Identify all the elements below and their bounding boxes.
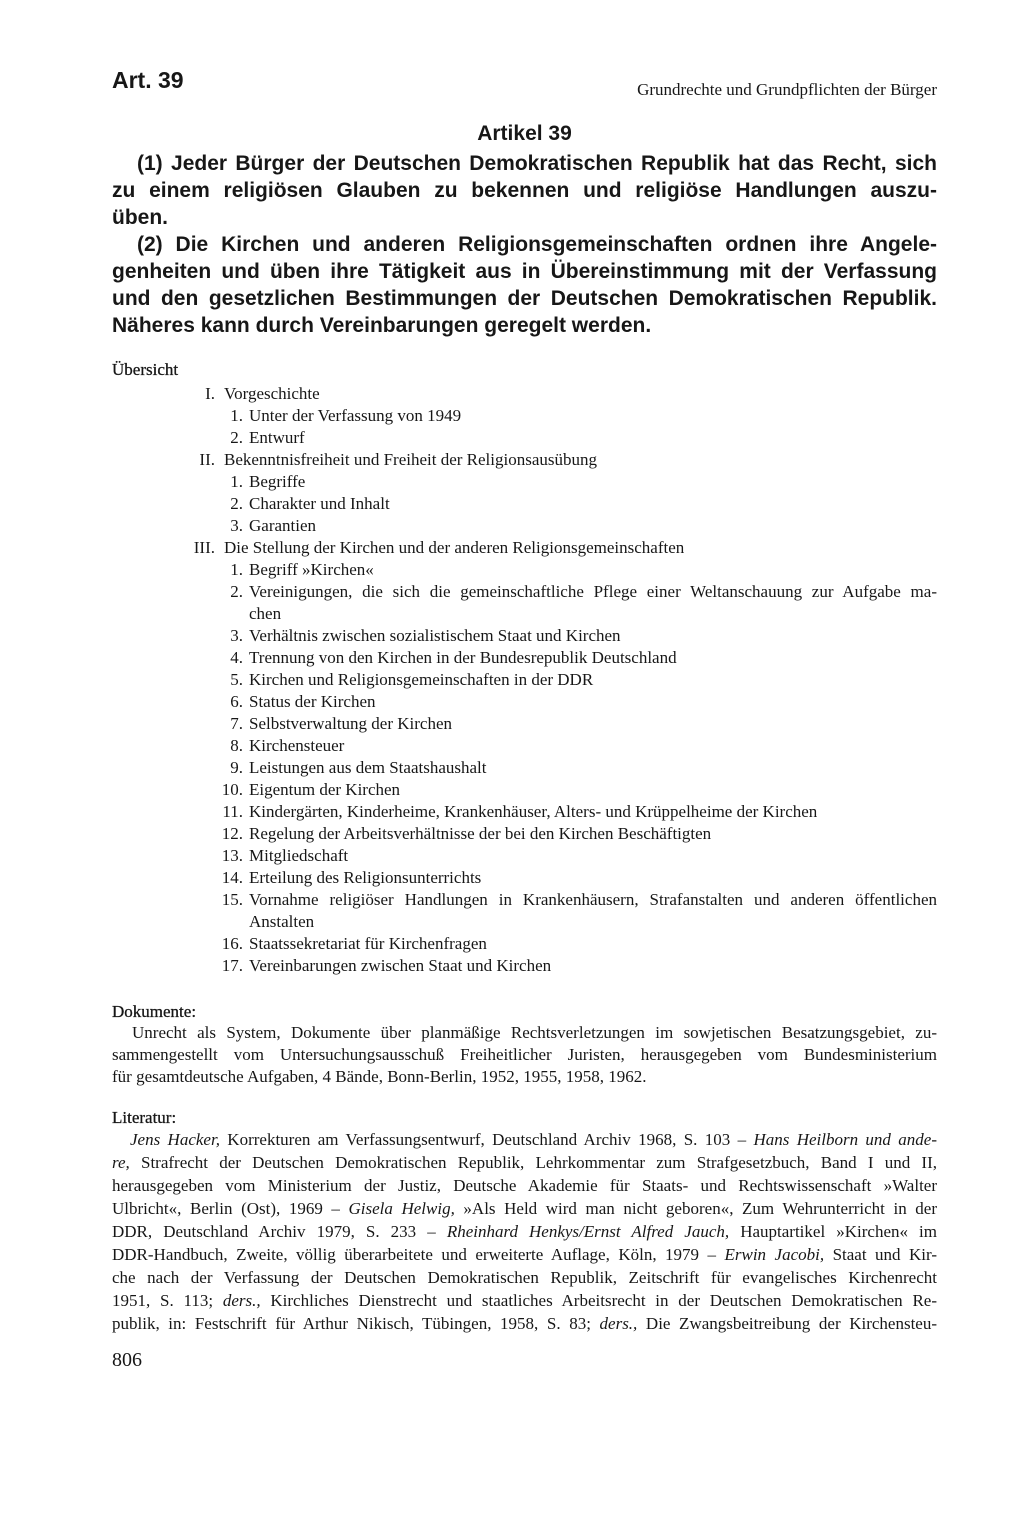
overview-item-number: 12. bbox=[221, 824, 243, 843]
literature-author: ders., bbox=[599, 1314, 638, 1333]
overview-item bbox=[112, 493, 937, 515]
article-paragraph-line: (1) Jeder Bürger der Deutschen Demokratischen Republik hat das Recht, sich bbox=[137, 152, 937, 175]
overview-item-number: 11. bbox=[222, 802, 243, 821]
overview-item-text bbox=[249, 493, 937, 515]
article-number-header: Art. 39 bbox=[112, 67, 184, 93]
overview-item-line: chen bbox=[249, 604, 282, 623]
literature-line bbox=[112, 1266, 937, 1289]
overview-item-text bbox=[249, 757, 937, 779]
overview-item bbox=[112, 801, 937, 823]
overview-item bbox=[112, 669, 937, 691]
overview-item bbox=[112, 933, 937, 955]
literature-text-segment: Korrekturen am Verfassungsentwurf, Deutschland Archiv 1968, S. 103 – bbox=[219, 1130, 754, 1149]
overview-item-number: 1. bbox=[230, 560, 243, 579]
overview-item-number: 1. bbox=[230, 406, 243, 425]
overview-item-line: Unter der Verfassung von 1949 bbox=[249, 406, 462, 425]
overview-item-text bbox=[249, 889, 937, 933]
overview-item-line: Bekenntnisfreiheit und Freiheit der Religionsausübung bbox=[224, 450, 597, 469]
overview-item bbox=[112, 735, 937, 757]
overview-item-number: 17. bbox=[221, 956, 243, 975]
literature-line bbox=[112, 1174, 937, 1197]
literature-text-segment: 1951, S. 113; bbox=[112, 1291, 223, 1310]
overview-item-text bbox=[249, 801, 937, 823]
literature-author: Rheinhard Henkys/Ernst Alfred Jauch, bbox=[446, 1222, 730, 1241]
overview-item-line: Verhältnis zwischen sozialistischem Staat und Kirchen bbox=[249, 626, 621, 645]
overview-item-line: Begriffe bbox=[249, 472, 306, 491]
overview-item bbox=[112, 625, 937, 647]
overview-item-line: Staatssekretariat für Kirchenfragen bbox=[249, 934, 487, 953]
overview-item-line: Vereinbarungen zwischen Staat und Kirchen bbox=[249, 956, 552, 975]
overview-item-number: 15. bbox=[221, 890, 243, 909]
overview-item-number: I. bbox=[205, 384, 215, 403]
overview-item-line: Garantien bbox=[249, 516, 317, 535]
overview-item bbox=[112, 779, 937, 801]
overview-item-line: Trennung von den Kirchen in der Bundesrepublik Deutschland bbox=[249, 648, 677, 667]
overview-item-line: Kirchen und Religionsgemeinschaften in der DDR bbox=[249, 670, 594, 689]
article-paragraphs bbox=[112, 150, 937, 339]
overview-item-number: 16. bbox=[221, 934, 243, 953]
overview-item bbox=[112, 581, 937, 625]
overview-item-number: 6. bbox=[230, 692, 243, 711]
overview-item bbox=[112, 515, 937, 537]
article-paragraph-line: und den gesetzlichen Bestimmungen der Deutschen Demokratischen Republik. bbox=[112, 287, 937, 310]
literature-line bbox=[112, 1312, 937, 1335]
literature-text bbox=[112, 1128, 937, 1335]
overview-item-line: Eigentum der Kirchen bbox=[249, 780, 401, 799]
literature-text-segment: Hauptartikel »Kirchen« im bbox=[729, 1222, 938, 1241]
overview-item-text bbox=[249, 691, 937, 713]
overview-item-line: Vornahme religiöser Handlungen in Krankenhäusern, Strafanstalten und anderen öffentlichen bbox=[249, 890, 937, 909]
literature-text-segment: Kirchliches Dienstrecht und staatliches Arbeitsrecht in der Deutschen Demokratischen Re- bbox=[260, 1291, 937, 1310]
overview-item-line: Kirchensteuer bbox=[249, 736, 345, 755]
overview-item-number: 3. bbox=[230, 516, 243, 535]
article-paragraph-line: üben. bbox=[112, 206, 168, 229]
article-heading: Artikel 39 bbox=[477, 122, 572, 145]
overview-item-text bbox=[249, 713, 937, 735]
overview-item bbox=[112, 405, 937, 427]
literature-text-segment: »Als Held wird man nicht geboren«, Zum Wehrunterricht in der bbox=[454, 1199, 937, 1218]
literature-author: Erwin Jacobi, bbox=[724, 1245, 825, 1264]
literature-author: re, bbox=[112, 1153, 130, 1172]
literature-line bbox=[112, 1151, 937, 1174]
overview-item bbox=[112, 889, 937, 933]
overview-item-number: 2. bbox=[230, 494, 243, 513]
overview-item-text bbox=[249, 845, 937, 867]
overview-item-number: 4. bbox=[230, 648, 243, 667]
overview-item-text bbox=[249, 955, 937, 977]
overview-item-number: 2. bbox=[230, 582, 243, 601]
literature-line bbox=[112, 1197, 937, 1220]
overview-item-text bbox=[249, 405, 937, 427]
literature-line bbox=[112, 1289, 937, 1312]
overview-item-text bbox=[249, 515, 937, 537]
documents-line: für gesamtdeutsche Aufgaben, 4 Bände, Bonn-Berlin, 1952, 1955, 1958, 1962. bbox=[112, 1067, 647, 1086]
overview-item-text bbox=[249, 559, 937, 581]
overview-item-number: 9. bbox=[230, 758, 243, 777]
overview-item-line: Status der Kirchen bbox=[249, 692, 376, 711]
literature-text-segment: DDR, Deutschland Archiv 1979, S. 233 – bbox=[112, 1222, 447, 1241]
overview-item-line: Anstalten bbox=[249, 912, 315, 931]
literature-line bbox=[112, 1128, 937, 1151]
literature-author: ders., bbox=[222, 1291, 261, 1310]
overview-item-text bbox=[249, 779, 937, 801]
overview-item-line: Begriff »Kirchen« bbox=[249, 560, 374, 579]
overview-item bbox=[112, 647, 937, 669]
literature-line bbox=[112, 1243, 937, 1266]
overview-item-number: 7. bbox=[230, 714, 243, 733]
article-text bbox=[112, 120, 937, 339]
overview-item-text bbox=[249, 735, 937, 757]
overview-item bbox=[112, 845, 937, 867]
article-paragraph-line: zu einem religiösen Glauben zu bekennen und religiöse Handlungen auszu- bbox=[112, 179, 937, 202]
overview-item-line: Mitgliedschaft bbox=[249, 846, 349, 865]
documents-heading: Dokumente: bbox=[112, 1002, 197, 1021]
overview-item-line: Leistungen aus dem Staatshaushalt bbox=[249, 758, 487, 777]
literature-author: Hans Heilborn und ande- bbox=[753, 1130, 937, 1149]
literature-text-segment: herausgegeben vom Ministerium der Justiz, Deutsche Akademie für Staats- und Rechtswissenschaft »Walter bbox=[112, 1176, 937, 1195]
documents-line: Unrecht als System, Dokumente über planmäßige Rechtsverletzungen im sowjetischen Besatzungsgebiet, zu- bbox=[132, 1023, 937, 1042]
overview-item-number: 2. bbox=[230, 428, 243, 447]
overview-item-text bbox=[249, 647, 937, 669]
overview-title: Übersicht bbox=[112, 360, 179, 379]
documents-text bbox=[112, 1022, 937, 1088]
overview-item bbox=[112, 713, 937, 735]
overview-item bbox=[112, 823, 937, 845]
overview-item-text bbox=[249, 581, 937, 625]
overview-item-line: Erteilung des Religionsunterrichts bbox=[249, 868, 482, 887]
overview-item-number: III. bbox=[193, 538, 215, 557]
overview-section bbox=[112, 537, 937, 559]
overview-section bbox=[112, 383, 937, 405]
overview-item-number: 3. bbox=[230, 626, 243, 645]
overview-list bbox=[112, 383, 937, 977]
overview-item-number: 14. bbox=[221, 868, 243, 887]
overview-item-number: 10. bbox=[221, 780, 243, 799]
overview-item-text bbox=[249, 867, 937, 889]
page-number: 806 bbox=[112, 1349, 142, 1371]
literature-text-segment: publik, in: Festschrift für Arthur Nikisch, Tübingen, 1958, S. 83; bbox=[112, 1314, 600, 1333]
overview-item-line: Kindergärten, Kinderheime, Krankenhäuser, Alters- und Krüppelheime der Kirchen bbox=[249, 802, 818, 821]
overview-item-line: Charakter und Inhalt bbox=[249, 494, 390, 513]
overview-item-number: 13. bbox=[221, 846, 243, 865]
overview-item-text bbox=[249, 669, 937, 691]
literature-text-segment: Ulbricht«, Berlin (Ost), 1969 – bbox=[112, 1199, 349, 1218]
literature-text-segment: Staat und Kir- bbox=[824, 1245, 937, 1264]
overview-item bbox=[112, 867, 937, 889]
overview-item-text bbox=[224, 449, 937, 471]
overview-item-text bbox=[249, 933, 937, 955]
article-paragraph bbox=[112, 150, 937, 231]
article-paragraph-line: genheiten und üben ihre Tätigkeit aus in Übereinstimmung mit der Verfassung bbox=[112, 260, 937, 283]
overview-item bbox=[112, 559, 937, 581]
overview-item-text bbox=[249, 625, 937, 647]
overview-item-number: 1. bbox=[230, 472, 243, 491]
overview-item-text bbox=[224, 537, 937, 559]
overview-item bbox=[112, 757, 937, 779]
literature-text-segment: Die Zwangsbeitreibung der Kirchensteu- bbox=[637, 1314, 938, 1333]
overview-item bbox=[112, 955, 937, 977]
literature-text-segment: che nach der Verfassung der Deutschen Demokratischen Republik, Zeitschrift für evangelisches Kirchenrecht bbox=[112, 1268, 937, 1287]
literature-author: Gisela Helwig, bbox=[348, 1199, 455, 1218]
article-paragraph-line: Näheres kann durch Vereinbarungen geregelt werden. bbox=[112, 314, 652, 337]
overview-item-text bbox=[249, 823, 937, 845]
literature-line bbox=[112, 1220, 937, 1243]
overview-section bbox=[112, 449, 937, 471]
overview-item-number: 5. bbox=[230, 670, 243, 689]
overview-item-line: Entwurf bbox=[249, 428, 305, 447]
article-paragraph-line: (2) Die Kirchen und anderen Religionsgemeinschaften ordnen ihre Angele- bbox=[137, 233, 937, 256]
overview-item-text bbox=[224, 383, 937, 405]
running-title: Grundrechte und Grundpflichten der Bürger bbox=[637, 80, 937, 99]
overview-item-number: II. bbox=[199, 450, 215, 469]
overview-item bbox=[112, 691, 937, 713]
documents-line: sammengestellt vom Untersuchungsausschuß Freiheitlicher Juristen, herausgegeben vom Bundesministerium bbox=[112, 1045, 937, 1064]
overview-item bbox=[112, 427, 937, 449]
literature-author: Jens Hacker, bbox=[130, 1130, 220, 1149]
overview-item-line: Regelung der Arbeitsverhältnisse der bei den Kirchen Beschäftigten bbox=[249, 824, 712, 843]
overview-item-line: Vorgeschichte bbox=[224, 384, 320, 403]
article-paragraph bbox=[112, 231, 937, 339]
overview-item-number: 8. bbox=[230, 736, 243, 755]
overview-item-text bbox=[249, 427, 937, 449]
literature-text-segment: Strafrecht der Deutschen Demokratischen Republik, Lehrkommentar zum Strafgesetzbuch, Band I und II, bbox=[129, 1153, 937, 1172]
overview-item-line: Selbstverwaltung der Kirchen bbox=[249, 714, 452, 733]
literature-text-segment: DDR-Handbuch, Zweite, völlig überarbeitete und erweiterte Auflage, Köln, 1979 – bbox=[112, 1245, 725, 1264]
overview-item bbox=[112, 471, 937, 493]
overview-item-text bbox=[249, 471, 937, 493]
literature-heading: Literatur: bbox=[112, 1108, 177, 1127]
overview-item-line: Vereinigungen, die sich die gemeinschaftliche Pflege einer Weltanschauung zur Aufgabe ma- bbox=[249, 582, 937, 601]
overview-item-line: Die Stellung der Kirchen und der anderen Religionsgemeinschaften bbox=[224, 538, 685, 557]
